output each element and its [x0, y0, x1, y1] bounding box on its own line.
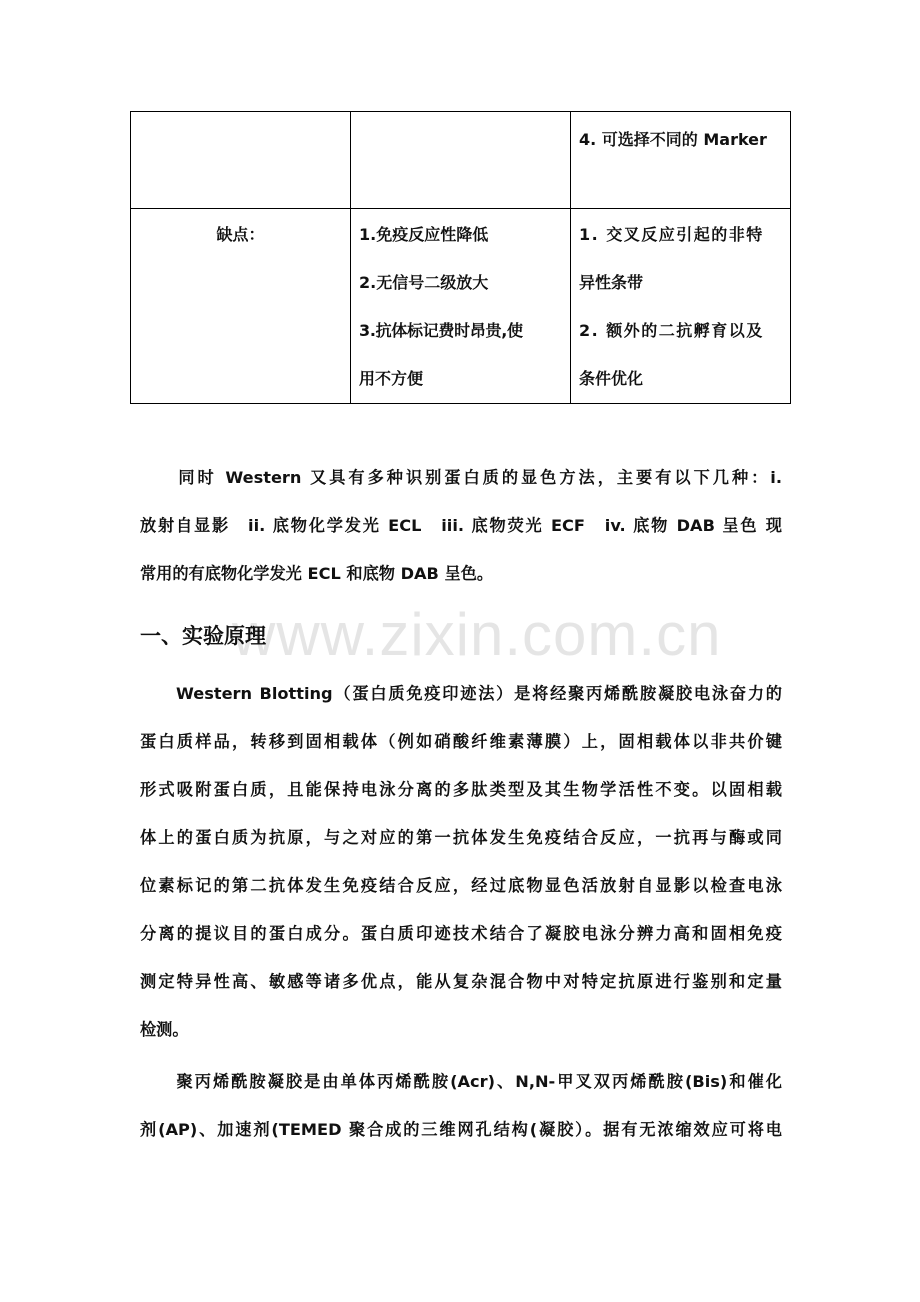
cell-text: 2.无信号二级放大: [359, 273, 489, 292]
table-cell: [571, 112, 791, 209]
table-row: [131, 112, 791, 209]
paragraph-gel: [140, 1058, 782, 1154]
table-cell: [131, 209, 351, 404]
cell-text: 条件优化: [579, 369, 644, 388]
table-cell: [131, 112, 351, 209]
cell-text: 用不方便: [359, 369, 424, 388]
text-line: 位素标记的第二抗体发生免疫结合反应，经过底物显色活放射自显影以检查电泳: [140, 876, 782, 895]
text-line: 检测。: [140, 1020, 189, 1039]
cell-text: 4. 可选择不同的 Marker: [579, 130, 767, 149]
cell-text: 3.抗体标记费时昂贵,使: [359, 321, 523, 340]
text-line: 分离的提议目的蛋白成分。蛋白质印迹技术结合了凝胶电泳分辨力高和固相免疫: [140, 924, 782, 943]
text-line: 形式吸附蛋白质，且能保持电泳分离的多肽类型及其生物学活性不变。以固相载: [140, 780, 782, 799]
text-line: 放射自显影 ii. 底物化学发光 ECL iii. 底物荧光 ECF iv. 底物 DAB 呈色 现: [140, 516, 782, 535]
paragraph-principle: [140, 670, 782, 1054]
text-line: Western Blotting（蛋白质免疫印迹法）是将经聚丙烯酰胺凝胶电泳奋力的: [140, 684, 782, 703]
paragraph-detection-methods: [140, 454, 782, 598]
text-line: 常用的有底物化学发光 ECL 和底物 DAB 呈色。: [140, 564, 494, 583]
table-cell: [571, 209, 791, 404]
text-line: 同时 Western 又具有多种识别蛋白质的显色方法，主要有以下几种：i.: [140, 468, 782, 487]
text-line: 体上的蛋白质为抗原，与之对应的第一抗体发生免疫结合反应，一抗再与酶或同: [140, 828, 782, 847]
cell-text: 1.免疫反应性降低: [359, 225, 489, 244]
watermark: www.zixin.com.cn: [232, 601, 722, 668]
cell-text: 异性条带: [579, 273, 644, 292]
text-line: 蛋白质样品，转移到固相载体（例如硝酸纤维素薄膜）上，固相载体以非共价键: [140, 732, 782, 751]
cell-text: 2. 额外的二抗孵育以及: [579, 321, 764, 340]
text-line: 剂(AP)、加速剂(TEMED 聚合成的三维网孔结构(凝胶）。据有无浓缩效应可将电: [140, 1120, 782, 1139]
cell-text: 1. 交叉反应引起的非特: [579, 225, 764, 244]
comparison-table: [130, 111, 791, 404]
text-line: 测定特异性高、敏感等诸多优点，能从复杂混合物中对特定抗原进行鉴别和定量: [140, 972, 782, 991]
table-cell: [351, 112, 571, 209]
section-heading: 一、实验原理: [140, 624, 266, 648]
row-label-disadvantages: 缺点：: [216, 225, 265, 244]
table-row: [131, 209, 791, 404]
table-cell: [351, 209, 571, 404]
text-line: 聚丙烯酰胺凝胶是由单体丙烯酰胺(Acr)、N,N-甲叉双丙烯酰胺(Bis)和催化: [140, 1072, 782, 1091]
